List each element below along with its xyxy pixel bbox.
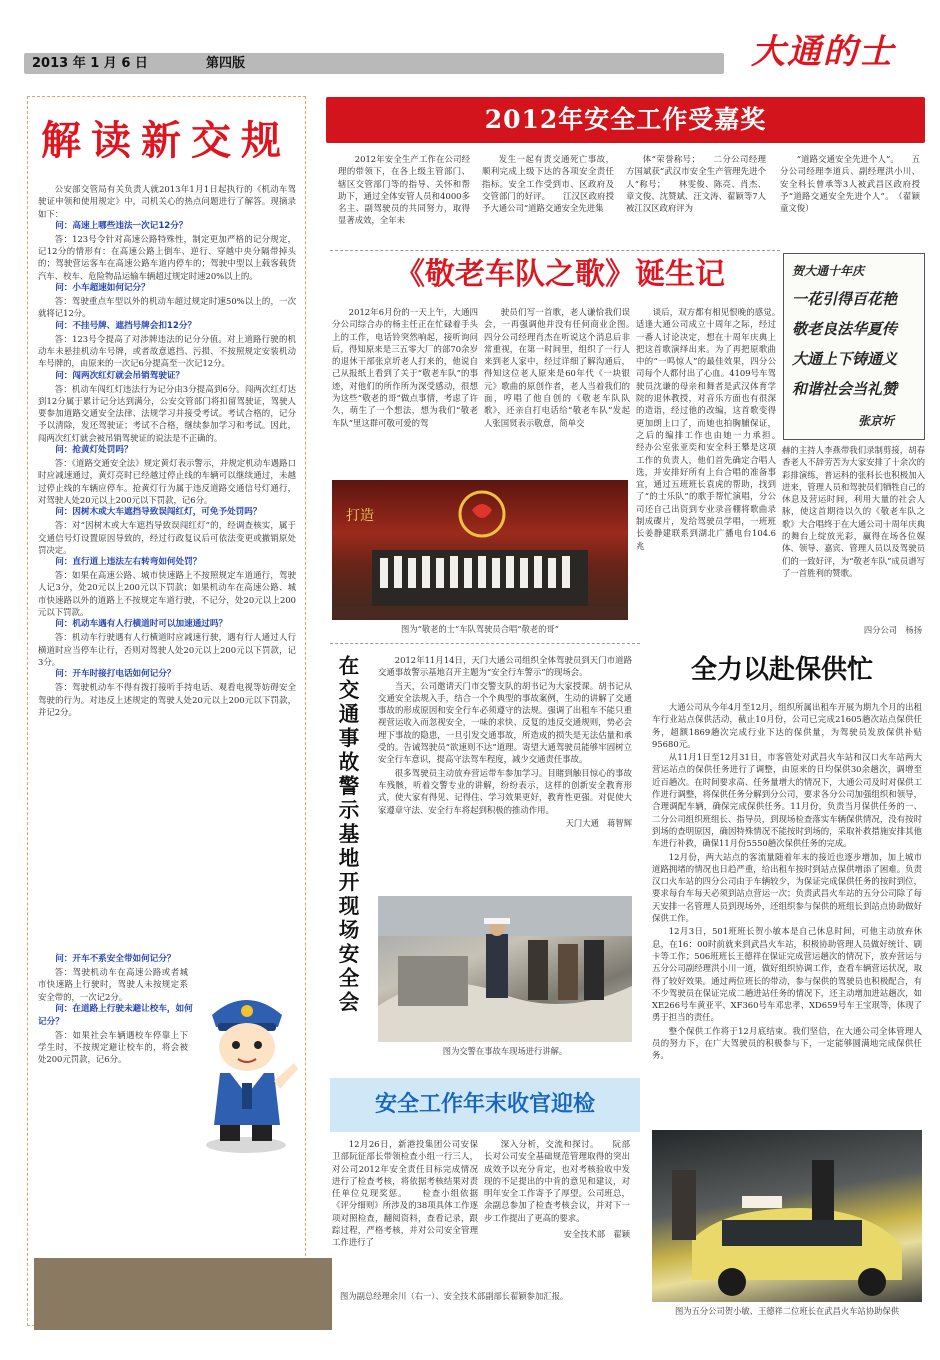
edition-label: 第四版 xyxy=(206,56,246,71)
guarantee-paragraph: 12月份，两大站点的客流量随着年末的接近也逐步增加，加上城市道路拥堵的情况也日趋严重，给出租车按时到站点保供增添了困难。负责汉口火车站的四分公司由于车辆较少，为保证完成保供任务的按时到位，要求每台车每天必须到站点营运一次；负责武昌火车站的五分公司除了每天安排一名管理人员到现场外，还组织参与保供的班组长到站点协助做好保供工作。 xyxy=(652,851,922,924)
answer: 答：如果在高速公路、城市快速路上不按照规定车道通行，驾驶人记3分，处20元以上200元以下罚款；如果机动车在高速公路、城市快速路以外的道路上不按规定车道行驶，不记分，处20元以上200元以下罚款。 xyxy=(38,570,296,618)
answer: 答：123号令针对高速公路特殊性，制定更加严格的记分规定，记12分的情形有：在高速公路上倒车、逆行、穿越中央分隔带掉头的；驾驶营运客车在高速公路车道内停车的；驾驶中型以上载客载货汽车、校车、危险物品运输车辆超过规定时速20%以上的。 xyxy=(38,233,296,281)
answer: 答：驾驶机动车不得有拨打接听手持电话、观看电视等妨碍安全驾驶的行为。对违反上述规定的驾驶人处20元以上200元以下罚款，并记2分。 xyxy=(38,682,296,717)
safety-meeting-title: 在交通事故警示基地开现场安全会 xyxy=(338,654,360,1014)
question: 问：闯两次红灯就会吊销驾驶证？ xyxy=(55,370,185,381)
year-end-column xyxy=(332,1138,478,1288)
awards-column xyxy=(780,153,920,253)
song-column xyxy=(484,306,630,476)
choir-photo xyxy=(332,480,628,620)
question: 问：小车超速如何记分？ xyxy=(55,283,150,294)
answer: 答：驾驶机动车在高速公路或者城市快速路上行驶时，驾驶人未按规定系安全带的，一次记2分。 xyxy=(38,967,188,1002)
regulations-title: 解读新交规 xyxy=(41,117,291,164)
safety-meeting-body xyxy=(378,654,632,894)
song-paragraph: 赫的主持人李燕带我们录制剪接，胡春香老人不辞劳苦为大家安排了十余次的彩排演练，普运科的张科长也积极加入进来，管理人员和驾驶员们牺牲自己的休息及营运时间，利用大量的社会人脉，使这首期待以久的《敬老车队之歌》大合唱终于在大通公司十周年庆典的舞台上绽放光彩，赢得在场各位媒体、领导、嘉宾、管理人员以及驾驶员们的一致好评，为“敬老车队”成员谱写了一首胜利的赞歌。 xyxy=(782,445,925,578)
calligraphy-signature: 张京圻 xyxy=(858,414,895,428)
guarantee-body xyxy=(652,701,922,1121)
calligraphy-line: 敬老良法华夏传 xyxy=(792,320,898,338)
inspection-photo-caption: 图为副总经理余川（右一）、安全技术部副部长翟颖参加汇报。 xyxy=(340,1291,569,1301)
regulations-body xyxy=(38,183,296,953)
section-divider xyxy=(330,250,780,251)
calligraphy-line: 大通上下铸通义 xyxy=(792,350,898,368)
answer: 答：如果社会车辆遇校车停靠上下学生时，不按规定避让校车的，将会被处200元罚款，记6分。 xyxy=(38,1029,188,1065)
song-column xyxy=(636,306,776,636)
question: 问：开车时接打电话如何记分？ xyxy=(55,669,176,680)
year-end-paragraph: 12月26日，新港投集团公司安保卫部阮征部长带领检查小组一行三人，对公司2012年安全责任目标完成情况进行了检查考核，将依据考核结果对责任单位兑现奖惩。 检查小组依据《评分细则》所涉及的38项具体工作逐项对照检查，翻阅资料，查看记录，跟踪过程，严格考核，并对公司安全管理工作进行了 xyxy=(332,1139,478,1248)
regulations-intro: 公安部交管局有关负责人就2013年1月1日起执行的《机动车驾驶证申领和使用规定》中，司机关心的热点问题进行了解答。现摘录如下： xyxy=(38,184,296,219)
guarantee-paragraph: 从11月1日至12月31日，市客管处对武昌火车站和汉口火车站两大营运站点的保供任务进行了调整，由原来的日均保供30余趟次，调增至近百趟次。在时间要求高、任务量增大的情况下，大通公司及时对保供工作进行调整，将保供任务分解到分公司，要求各分公司加强组织和领导，合理调配车辆，确保完成保供任务。11月份，负责当月保供任务的一、二分公司组织班组长、指导员，到现场检查落实车辆保供情况，没有按时到场的查明原因，确因特殊情况不能按时到场的，采取补救措施安排其他车进行补救，确保11月份5550趟次保供任务的完成。 xyxy=(652,752,922,849)
answer: 答：机动车行驶遇有人行横道时应减速行驶，遇有行人通过人行横道时应当停车让行，否则对驾驶人处20元以上200元以下罚款，记3分。 xyxy=(38,632,296,667)
safety-paragraph: 很多驾驶员主动放弃营运带车参加学习。目睹到触目惊心的事故车残骸，听着交警专业的讲解，纷纷表示，这样的创新安全教育形式，使大家有得见、记得住、学习效果更好，教育性更强。对促使大家遵章守法、安全行车将起到积极的推动作用。 xyxy=(378,767,632,815)
question: 问：抢黄灯处罚吗？ xyxy=(55,445,133,456)
awards-column xyxy=(338,153,470,253)
answer: 答：《道路交通安全法》规定黄灯表示警示，并规定机动车遇路口时应减速通过，黄灯亮时已经越过停止线的车辆可以继续通过，未越过停止线的车辆应停车。抢黄灯行为属于违反道路交通信号灯通行，对驾驶人处20元以上200元以下罚款，记6分。 xyxy=(38,458,296,505)
song-column xyxy=(782,444,925,636)
awards-column xyxy=(626,153,766,253)
answer: 答：驾驶重点车型以外的机动车超过规定时速50%以上的，一次就将记12分。 xyxy=(38,296,296,319)
question: 问：不挂号牌、遮挡号牌会扣12分？ xyxy=(55,320,197,331)
song-paragraph: 2012年6月份的一天上午，大通四分公司综合办的杨主任正在忙碌着手头上的工作，电话铃突然响起，接听询问后，得知原来是三五零大厂的部70余岁的退休干部张京圻老人打来的，他说自己从报纸上看到了关于“敬老车队”的事迹，对他们的所作所为深受感动，很想为这些“敬老的哥”做点事情，考虑了许久，萌生了一个想法，想为我们“敬老车队”里这群可敬可爱的驾 xyxy=(332,307,478,428)
accident-photo-caption: 图为交警在事故车现场进行讲解。 xyxy=(442,1046,568,1056)
song-article-title: 《敬老车队之歌》诞生记 xyxy=(395,257,725,292)
year-end-byline: 安全技术部 翟颖 xyxy=(563,1229,630,1240)
taxi-station-photo xyxy=(652,1130,922,1302)
awards-paragraph: 发生一起有责交通死亡事故，顺利完成上级下达的各项安全责任指标。安全工作受到市、区政府及交管部门的好评。 江汉区政府授予大通公司“道路交通安全先进集 xyxy=(482,154,614,214)
question: 问：在道路上行驶未避让校车，如何记分？ xyxy=(38,1003,193,1027)
year-end-paragraph: 深入分析，交流和探讨。 阮部长对公司安全基础规范管理取得的突出成效予以充分肯定，也对考核验收中发现的不足提出的中肯的意见和建议，对明年安全工作寄予了厚望。公司班总，余副总参加了检查考核会议，并对下一步工作提出了更高的要求。 xyxy=(484,1139,630,1223)
year-end-column xyxy=(484,1138,630,1288)
newspaper-logo: 大通的士 xyxy=(751,32,895,72)
song-byline: 四分公司 杨扬 xyxy=(863,625,922,635)
question: 问：机动车遇有人行横道时可以加速通过吗？ xyxy=(55,619,228,630)
year-end-title: 安全工作年末收官迎检 xyxy=(374,1092,595,1117)
police-mascot-illustration xyxy=(190,985,302,1155)
taxi-photo-caption: 图为五分公司贺小敏、王德祥二位班长在武昌火车站协助保供 xyxy=(674,1306,900,1316)
guarantee-title: 全力以赴保供忙 xyxy=(690,655,873,685)
accident-scene-photo xyxy=(378,896,632,1042)
guarantee-paragraph: 大通公司从今年4月至12月，组织所属出租车开展为期九个月的出租车行业站点保供活动，截止10月份，公司已完成21605趟次站点保供任务，超额1869趟次完成行业下达的保供量，为驾驶员发放保供补贴95680元。 xyxy=(652,702,922,749)
guarantee-paragraph: 12月3日，501班班长贺小敏本是自己休息时间，可他主动放弃休息，在16：00时前就来到武昌火车站，积极协助管理人员做好统计、刷卡等工作；506班班长王德祥在保证完成营运趟次的情况下，放弃营运与五分公司副经理洪小川一道，做好组织协调工作，查看车辆营运状况，取得了较好效果。通过两位班长的带动，参与保供的驾驶员也积极配合，有不少驾驶员在保证完成二趟进站任务的情况下，还主动增加进站趟次，如XE266号车黄亚平、XF360号车邓忠孝、XD659号车王宝珉等，体现了勇于担当的责任。 xyxy=(652,926,922,1023)
stage-banner-text: 打造 xyxy=(346,508,374,524)
inspection-meeting-photo xyxy=(34,1258,332,1330)
choir-photo-scene xyxy=(332,480,628,620)
question: 问：因树木或大车遮挡导致误闯红灯，可免予处罚吗？ xyxy=(55,507,262,518)
safety-paragraph: 当天，公司邀请天门市交警支队的胡书记为大家授课。胡书记从交通安全法规入手，结合一个个典型的事故案例，生动的讲解了交通事故的形成原因和安全行车必须遵守的法规。强调了出租车不能只重视营运收入而忽视安全，一味的求快、反复的违反交通规则，势必会埋下事故的隐患，一旦引发交通事故，所造成的损失是无法估量和承受的。告诫驾驶员“欲速则不达”道理。寄望大通驾驶员能够牢固树立安全行车意识，提高守法驾车程度，减少交通责任事故。 xyxy=(378,680,632,765)
awards-paragraph: 体”荣誉称号； 二分公司经理方国斌获“武汉市安全生产管理先进个人”称号； 林雯俊、陈亮、肖杰、章文俊、沈赞斌、汪文涛、翟颖等7人被江汉区政府评为 xyxy=(626,154,766,214)
taxi-photo-scene xyxy=(652,1130,922,1302)
calligraphy-line: 和谐社会当礼赞 xyxy=(792,380,898,398)
question: 问：直行道上违法左右转弯如何处罚？ xyxy=(55,557,202,568)
question: 问：高速上哪些违法一次记12分？ xyxy=(55,220,188,231)
answer: 答：对“因树木或大车遮挡导致误闯红灯”的，经调查核实，属于交通信号灯设置原因导致的，经过行政复议后可依法变更或撤销原处罚决定。 xyxy=(38,520,296,555)
accident-photo-scene xyxy=(378,896,632,1042)
calligraphy-inscription xyxy=(783,253,925,440)
calligraphy-line: 贺大通十年庆 xyxy=(792,264,865,278)
song-column xyxy=(332,306,478,476)
awards-title: 2012年安全工作受嘉奖 xyxy=(484,105,767,134)
awards-paragraph: 2012年安全生产工作在公司经理的带领下，在各上级主管部门、辖区交管部门等的指导、关怀和帮助下，通过全体安管人员和4000多名主、副驾驶员的共同努力，取得显著成效，全年未 xyxy=(338,154,470,226)
safety-byline: 天门大通 蒋智辉 xyxy=(565,817,632,828)
calligraphy-line: 一花引得百花艳 xyxy=(792,290,898,308)
section-divider xyxy=(330,643,640,644)
question: 问：开车不系安全带如何记分？ xyxy=(55,954,176,964)
song-paragraph: 谈后，双方都有相见恨晚的感觉。 适逢大通公司成立十周年之际，经过一番人讨论决定，想在十周年庆典上把这首歌演绎出来。为了再把原歌曲中的“一鸣惊人”的最佳效果，四分公司每个人都付出了心血。4109号车驾驶员沈谦的母亲和舞者是武汉体育学院的退休教授，对音乐方面也有很深的造诣，经过他的改编，这首歌变得更加朗上口了，而她也拍胸脯保证，之后的编排工作也由她一力承担。 经办公室张亚奕和安全科王攀是这项工作的负责人，他们首先确定合唱人选，并安排好所有上台合唱的准备事宜，通过五班班长袁虎的帮助，找到了“的士乐队”的歌手帮忙演唱，分公司还自己出资到专业录音棚将歌曲录制成碟片，发给驾驶员学唱，一班班长姜静建联系到湖北广播电台104.6兆 xyxy=(636,307,776,551)
song-paragraph: 驶员们写一首歌，老人谦恰我们误会，一再强调他并没有任何商业企图。 四分公司经理肖杰在听说这个消息后非常重视，在第一时间里，组织了一行人来到老人家中，经过详细了解沟通后，得知这位老人原来是60年代《一块银元》歌曲的原创作者，老人当着我们的面，哼唱了他自创的《敬老车队队歌》，还亲自打电话给“敬老车队”发起人张国贤表示敬意，简单交 xyxy=(484,307,630,428)
answer: 答：机动车闯红灯违法行为记分由3分提高到6分。闯两次红灯达到12分属于累计记分达到满分，公安交管部门将扣留驾驶证，驾驶人要参加道路交通安全法律、法规学习并接受考试。考试合格的，记分予以清除，发还驾驶证；考试不合格，继续参加学习和考试。因此，闯两次红灯就会被吊销驾驶证的说法是不正确的。 xyxy=(38,383,296,443)
guarantee-paragraph: 整个保供工作将于12月底结束。我们坚信，在大通公司全体管理人员的努力下，在广大驾驶员的积极参与下，一定能够圆满地完成保供任务。 xyxy=(652,1025,922,1061)
awards-paragraph: “道路交通安全先进个人”。 五分公司经理李道兵、副经理洪小川、安全科长曾承等3人被武昌区政府授予“道路交通安全先进个人”。 （翟颖 童文俊） xyxy=(780,154,920,214)
safety-paragraph: 2012年11月14日，天门大通公司组织全体驾驶员到天门市道路交通事故警示基地召开主题为“安全行车警示”的现场会。 xyxy=(378,655,632,678)
choir-photo-caption: 图为“敬老的士”车队驾驶员合唱“敬老的哥” xyxy=(400,624,559,634)
answer: 答：123号令提高了对涉牌违法的记分分值。对上道路行驶的机动车未悬挂机动车号牌，或者故意遮挡、污损、不按照规定安装机动车号牌的，由原来的一次记6分提高至一次记12分。 xyxy=(38,333,296,369)
issue-date: 2013 年 1 月 6 日 xyxy=(32,56,148,71)
awards-column xyxy=(482,153,614,253)
